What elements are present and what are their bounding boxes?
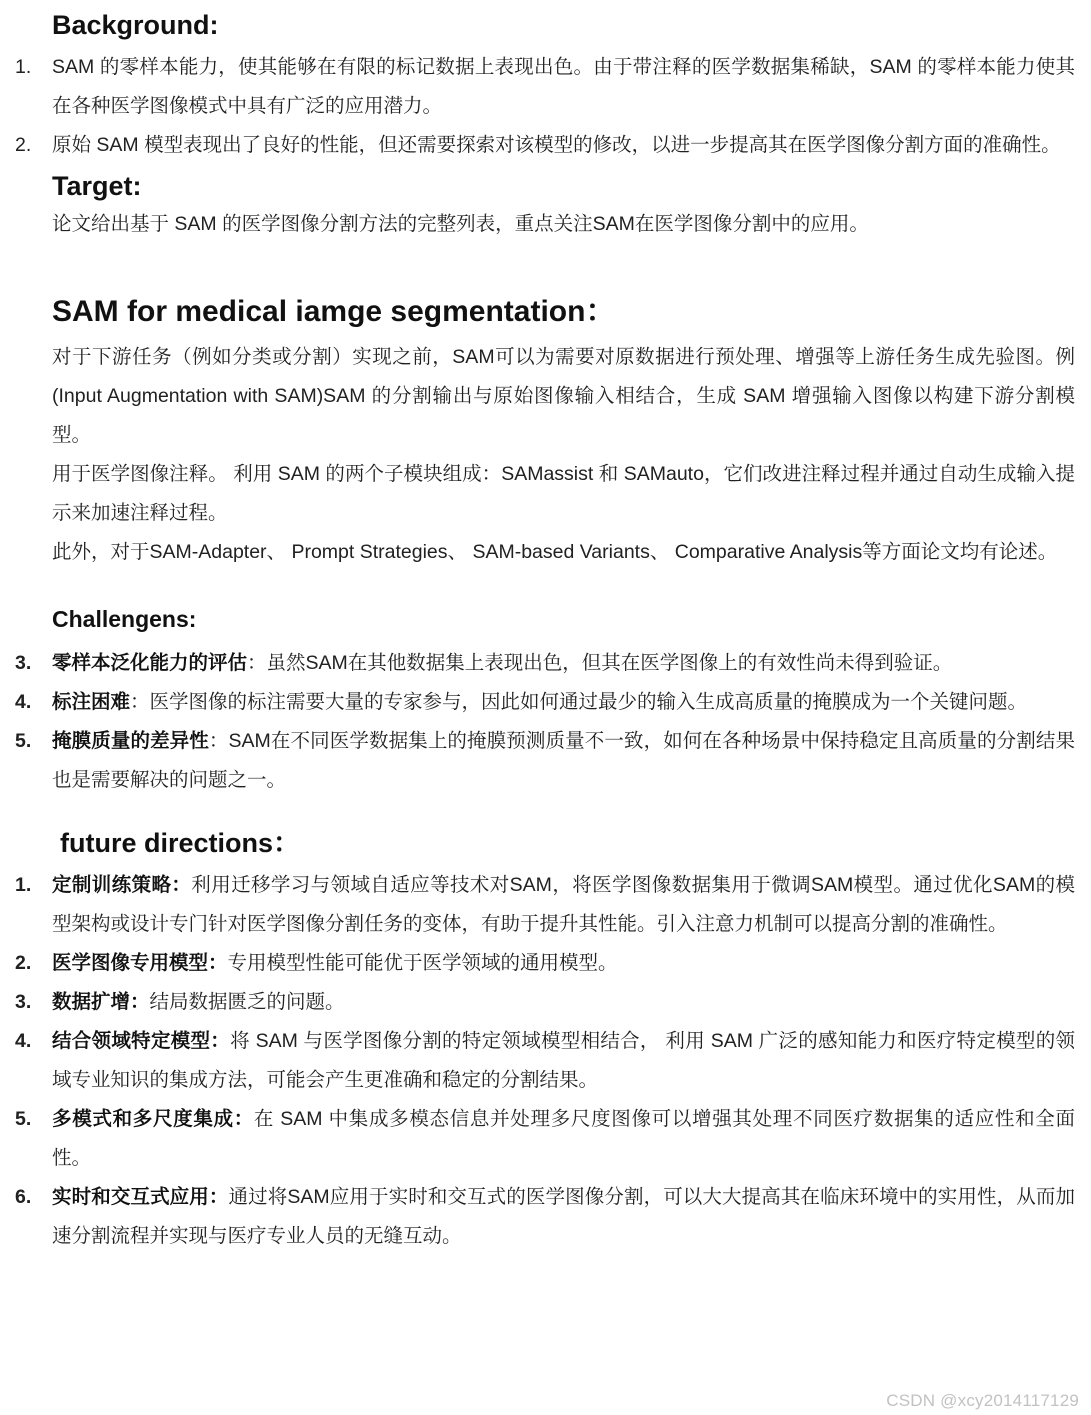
list-item-number: 3.: [15, 991, 32, 1013]
list-item-number: 5.: [15, 1108, 32, 1130]
list-item-rest: 专用模型性能可能优于医学领域的通用模型。: [227, 952, 618, 974]
sam-paragraph: 用于医学图像注释。 利用 SAM 的两个子模块组成：SAMassist 和 SAMauto，它们改进注释过程并通过自动生成输入提示来加速注释过程。: [52, 463, 1075, 524]
list-item: [15, 722, 1075, 800]
list-item-number: 1.: [15, 56, 32, 78]
list-item-text: [52, 944, 1075, 983]
list-item-rest: ：虽然SAM在其他数据集上表现出色，但其在医学图像上的有效性尚未得到验证。: [247, 652, 953, 674]
section-heading-challenges: Challengens:: [52, 606, 197, 632]
list-item-number: 2.: [15, 134, 32, 156]
list-item-text: [52, 983, 1075, 1022]
list-item-lead: 多模式和多尺度集成：: [52, 1108, 254, 1130]
section-heading-background: Background:: [52, 10, 219, 40]
list-item: [15, 126, 1075, 165]
list-item-lead: 定制训练策略：: [52, 874, 192, 896]
list-item-rest: 在 SAM 中集成多模态信息并处理多尺度图像可以增强其处理不同医疗数据集的适应性和全面性。: [52, 1108, 1075, 1169]
list-item: [15, 944, 1075, 983]
list-item-rest: 将 SAM 与医学图像分割的特定领域模型相结合， 利用 SAM 广泛的感知能力和医疗特定模型的领域专业知识的集成方法，可能会产生更准确和稳定的分割结果。: [52, 1030, 1075, 1091]
list-item-number: 3.: [15, 652, 32, 674]
sam-paragraph: 对于下游任务（例如分类或分割）实现之前，SAM可以为需要对原数据进行预处理、增强等上游任务生成先验图。例(Input Augmentation with SAM)SAM 的分割输出与原始图像输入相结合，生成 SAM 增强输入图像以构建下游分割模型。: [52, 346, 1075, 446]
list-item: [15, 644, 1075, 683]
list-item-number: 5.: [15, 730, 32, 752]
section-heading-future-directions: future directions：: [60, 828, 301, 858]
list-item-number: 2.: [15, 952, 32, 974]
list-item-text: 原始 SAM 模型表现出了良好的性能，但还需要探索对该模型的修改，以进一步提高其在医学图像分割方面的准确性。: [52, 134, 1061, 156]
background-list: [15, 48, 1075, 165]
list-item-rest: ：SAM在不同医学数据集上的掩膜预测质量不一致，如何在各种场景中保持稳定且高质量的分割结果也是需要解决的问题之一。: [52, 730, 1075, 791]
list-item-text: [52, 1178, 1075, 1256]
list-item-text: [52, 1022, 1075, 1100]
list-item: [15, 866, 1075, 944]
target-paragraph: 论文给出基于 SAM 的医学图像分割方法的完整列表，重点关注SAM在医学图像分割中的应用。: [52, 213, 869, 235]
future-directions-list: [15, 866, 1075, 1256]
list-item-text: [52, 1100, 1075, 1178]
list-item: [15, 683, 1075, 722]
list-item-lead: 实时和交互式应用：: [52, 1186, 229, 1208]
list-item-text: [52, 683, 1075, 722]
list-item-rest: 通过将SAM应用于实时和交互式的医学图像分割，可以大大提高其在临床环境中的实用性，从而加速分割流程并实现与医疗专业人员的无缝互动。: [52, 1186, 1075, 1247]
section-heading-target: Target:: [52, 171, 142, 201]
list-item-number: 4.: [15, 691, 32, 713]
list-item-text: [52, 722, 1075, 800]
list-item-number: 6.: [15, 1186, 32, 1208]
challenges-list: [15, 644, 1075, 800]
list-item-text: [52, 644, 1075, 683]
list-item: [15, 1100, 1075, 1178]
list-item: [15, 48, 1075, 126]
list-item-lead: 医学图像专用模型：: [52, 952, 228, 974]
list-item-rest: 利用迁移学习与领域自适应等技术对SAM，将医学图像数据集用于微调SAM模型。通过优化SAM的模型架构或设计专门针对医学图像分割任务的变体，有助于提升其性能。引入注意力机制可以提高分割的准确性。: [52, 874, 1075, 935]
csdn-watermark: CSDN @xcy2014117129: [886, 1391, 1079, 1410]
list-item: [15, 983, 1075, 1022]
list-item-number: 1.: [15, 874, 32, 896]
list-item-lead: 标注困难: [52, 691, 131, 713]
list-item-text: SAM 的零样本能力，使其能够在有限的标记数据上表现出色。由于带注释的医学数据集稀缺，SAM 的零样本能力使其在各种医学图像模式中具有广泛的应用潜力。: [52, 56, 1075, 117]
list-item-text: [52, 866, 1075, 944]
list-item-rest: 结局数据匮乏的问题。: [149, 991, 345, 1013]
list-item-lead: 零样本泛化能力的评估: [52, 652, 248, 674]
list-item-rest: ：医学图像的标注需要大量的专家参与，因此如何通过最少的输入生成高质量的掩膜成为一个关键问题。: [130, 691, 1028, 713]
list-item-lead: 数据扩增：: [52, 991, 150, 1013]
list-item-lead: 结合领域特定模型：: [52, 1030, 231, 1052]
list-item-number: 4.: [15, 1030, 32, 1052]
section-heading-sam-segmentation: SAM for medical iamge segmentation：: [52, 295, 616, 328]
list-item: [15, 1178, 1075, 1256]
list-item: [15, 1022, 1075, 1100]
sam-paragraph: 此外，对于SAM-Adapter、 Prompt Strategies、 SAM-based Variants、 Comparative Analysis等方面论文均有论述。: [52, 541, 1058, 563]
list-item-lead: 掩膜质量的差异性: [52, 730, 209, 752]
